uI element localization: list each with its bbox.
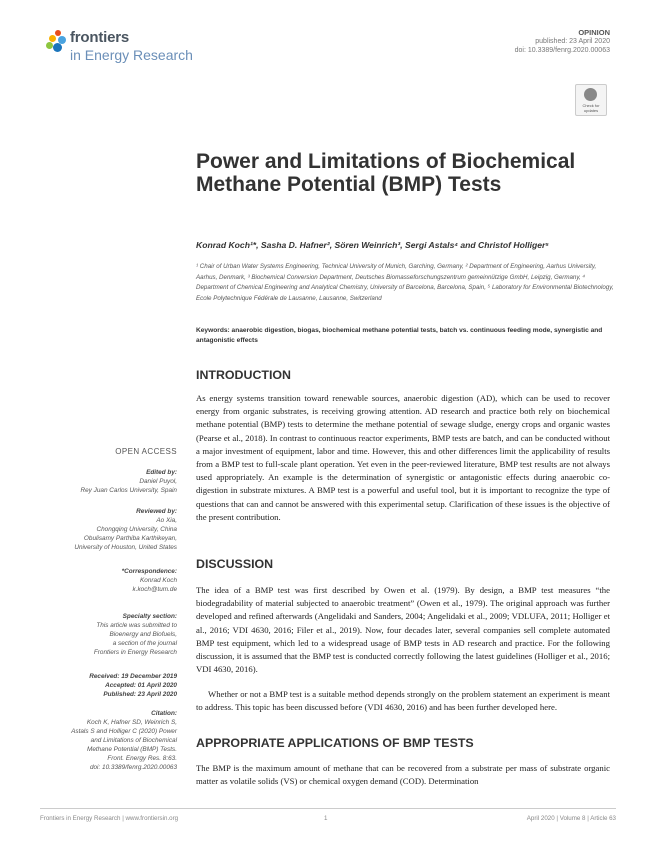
correspondence <box>40 567 177 594</box>
edited-by <box>40 468 177 495</box>
specialty-line: a section of the journal <box>112 640 177 647</box>
footer-journal-link[interactable]: Frontiers in Energy Research | www.frontiersin.org <box>40 815 179 822</box>
published-date-sidebar: Published: 23 April 2020 <box>103 691 177 698</box>
page-number: 1 <box>324 815 328 822</box>
citation-line: Koch K, Hafner SD, Weinrich S, <box>86 719 177 726</box>
correspondence-label: *Correspondence: <box>121 568 177 575</box>
specialty-section <box>40 612 177 657</box>
check-updates-label: Check for updates <box>582 103 600 113</box>
citation-line: Astals S and Holliger C (2020) Power <box>71 728 177 735</box>
reviewer-name: Obulisamy Parthiba Karthikeyan, <box>83 535 177 542</box>
brand-name: frontiers <box>70 29 130 46</box>
received-date: Received: 19 December 2019 <box>89 673 177 680</box>
citation-line: Methane Potential (BMP) Tests. <box>87 746 177 753</box>
reviewer-name: Ao Xia, <box>156 517 177 524</box>
keywords: Keywords: anaerobic digestion, biogas, biochemical methane potential tests, batch vs. continuous feeding mode, synergistic and antagonistic effects <box>196 327 603 345</box>
citation-line: and Limitations of Biochemical <box>90 737 177 744</box>
section-heading-introduction: INTRODUCTION <box>196 368 291 382</box>
published-date: published: 23 April 2020 <box>535 38 610 45</box>
accepted-date: Accepted: 01 April 2020 <box>105 682 177 689</box>
reviewer-affiliation: University of Houston, United States <box>74 544 177 551</box>
footer-divider <box>40 808 616 809</box>
dates <box>40 672 177 699</box>
frontiers-logo-icon <box>46 30 68 52</box>
corresponding-email[interactable]: k.koch@tum.de <box>132 586 177 593</box>
editor-affiliation: Rey Juan Carlos University, Spain <box>80 487 177 494</box>
specialty-label: Specialty section: <box>122 613 177 620</box>
citation-label: Citation: <box>151 710 177 717</box>
edited-by-label: Edited by: <box>146 469 177 476</box>
check-for-updates-button[interactable] <box>575 84 607 116</box>
open-access-label: OPEN ACCESS <box>115 447 177 456</box>
reviewed-by-label: Reviewed by: <box>136 508 177 515</box>
citation <box>40 709 177 772</box>
section-heading-applications: APPROPRIATE APPLICATIONS OF BMP TESTS <box>196 736 474 750</box>
citation-line: Front. Energy Res. 8:63. <box>107 755 177 762</box>
discussion-paragraph: The idea of a BMP test was first described by Owen et al. (1979). By design, a BMP test measures “the biodegradability of material subjected to anaerobic treatment” (Owen et al., 1979). The original approach was further developed and refined afterwards (Angelidaki and Sanders, 2004; Angelidaki et al., 2009; VDLUFA, 2011; Holliger et al., 2016; VDI 4630, 2016; Filer et al., 2019). Now, four decades later, several companies sell complete automated BMP test equipment, which led to a widespread usage of BMP tests in AD research and practice. For the following discussion, it is assumed that the BMP test is conducted correctly following the latest guidelines (Holliger et al., 2016; VDI 4630, 2016). <box>196 585 610 675</box>
applications-paragraph: The BMP is the maximum amount of methane that can be recovered from a substrate per mass of substrate organic matter as volatile solids (VS) or chemical oxygen demand (COD). Determination <box>196 763 610 787</box>
reviewer-affiliation: Chongqing University, China <box>96 526 177 533</box>
introduction-paragraph: As energy systems transition toward renewable sources, anaerobic digestion (AD), which can be used to recover energy from organic substrates, is receiving growing attention. AD research and practice both rely on biochemical methane potential (BMP) tests to determine the methane potential of sewage sludge, energy crops and organic wastes (Pearse et al., 2018). In contrast to continuous reactor experiments, BMP tests are batch, and can be conducted without a major investment of equipment, labor and time. However, this and other differences limit the applicability of results from a BMP test to full-scale plant operation. Yet even in the peer-reviewed literature, BMP test results are not always used appropriately. An example is the determination of synergistic or antagonistic effects during anaerobic co-digestion in substrate mixtures. A BMP test is a powerful and useful tool, but it is important to recognize the type of questions that can and cannot be answered with this experimental setup. Clarification of these issues is the objective of the present contribution. <box>196 393 610 522</box>
affiliations: ¹ Chair of Urban Water Systems Engineering, Technical University of Munich, Garching, Germany, ² Department of Engineering, Aarhus University, Aarhus, Denmark, ³ Biochemical Conversion Department, Deutsches Biomasseforschungszentrum gemeinnützige GmbH, Leipzig, Germany, ⁴ Department of Chemical Engineering and Analytical Chemistry, University of Barcelona, Barcelona, Spain, ⁵ Laboratory for Environmental Biotechnology, Ecole Polytechnique Fédérale de Lausanne, Lausanne, Switzerland <box>196 263 614 302</box>
article-meta <box>515 28 610 55</box>
article-title: Power and Limitations of Biochemical Methane Potential (BMP) Tests <box>196 150 576 196</box>
discussion-paragraph: Whether or not a BMP test is a suitable method depends strongly on the problem statement an experiment is meant to address. This topic has been discussed before (VDI 4630, 2016) and has been further developed here. <box>196 689 610 713</box>
specialty-line: Bioenergy and Biofuels, <box>109 631 177 638</box>
section-heading-discussion: DISCUSSION <box>196 557 274 571</box>
specialty-line: This article was submitted to <box>96 622 177 629</box>
specialty-line: Frontiers in Energy Research <box>93 649 177 656</box>
footer-issue-info: April 2020 | Volume 8 | Article 63 <box>526 815 616 822</box>
corresponding-author: Konrad Koch <box>140 577 177 584</box>
reviewed-by <box>40 507 177 552</box>
editor-name: Daniel Puyol, <box>139 478 177 485</box>
article-doi[interactable]: doi: 10.3389/fenrg.2020.00063 <box>514 47 610 54</box>
article-type: OPINION <box>578 28 610 37</box>
check-updates-icon <box>584 88 597 101</box>
citation-doi[interactable]: doi: 10.3389/fenrg.2020.00063 <box>89 764 177 771</box>
author-list: Konrad Koch¹*, Sasha D. Hafner², Sören Weinrich³, Sergi Astals⁴ and Christof Holliger⁵ <box>196 240 549 250</box>
journal-name: in Energy Research <box>70 47 193 63</box>
journal-logo[interactable] <box>46 28 246 68</box>
